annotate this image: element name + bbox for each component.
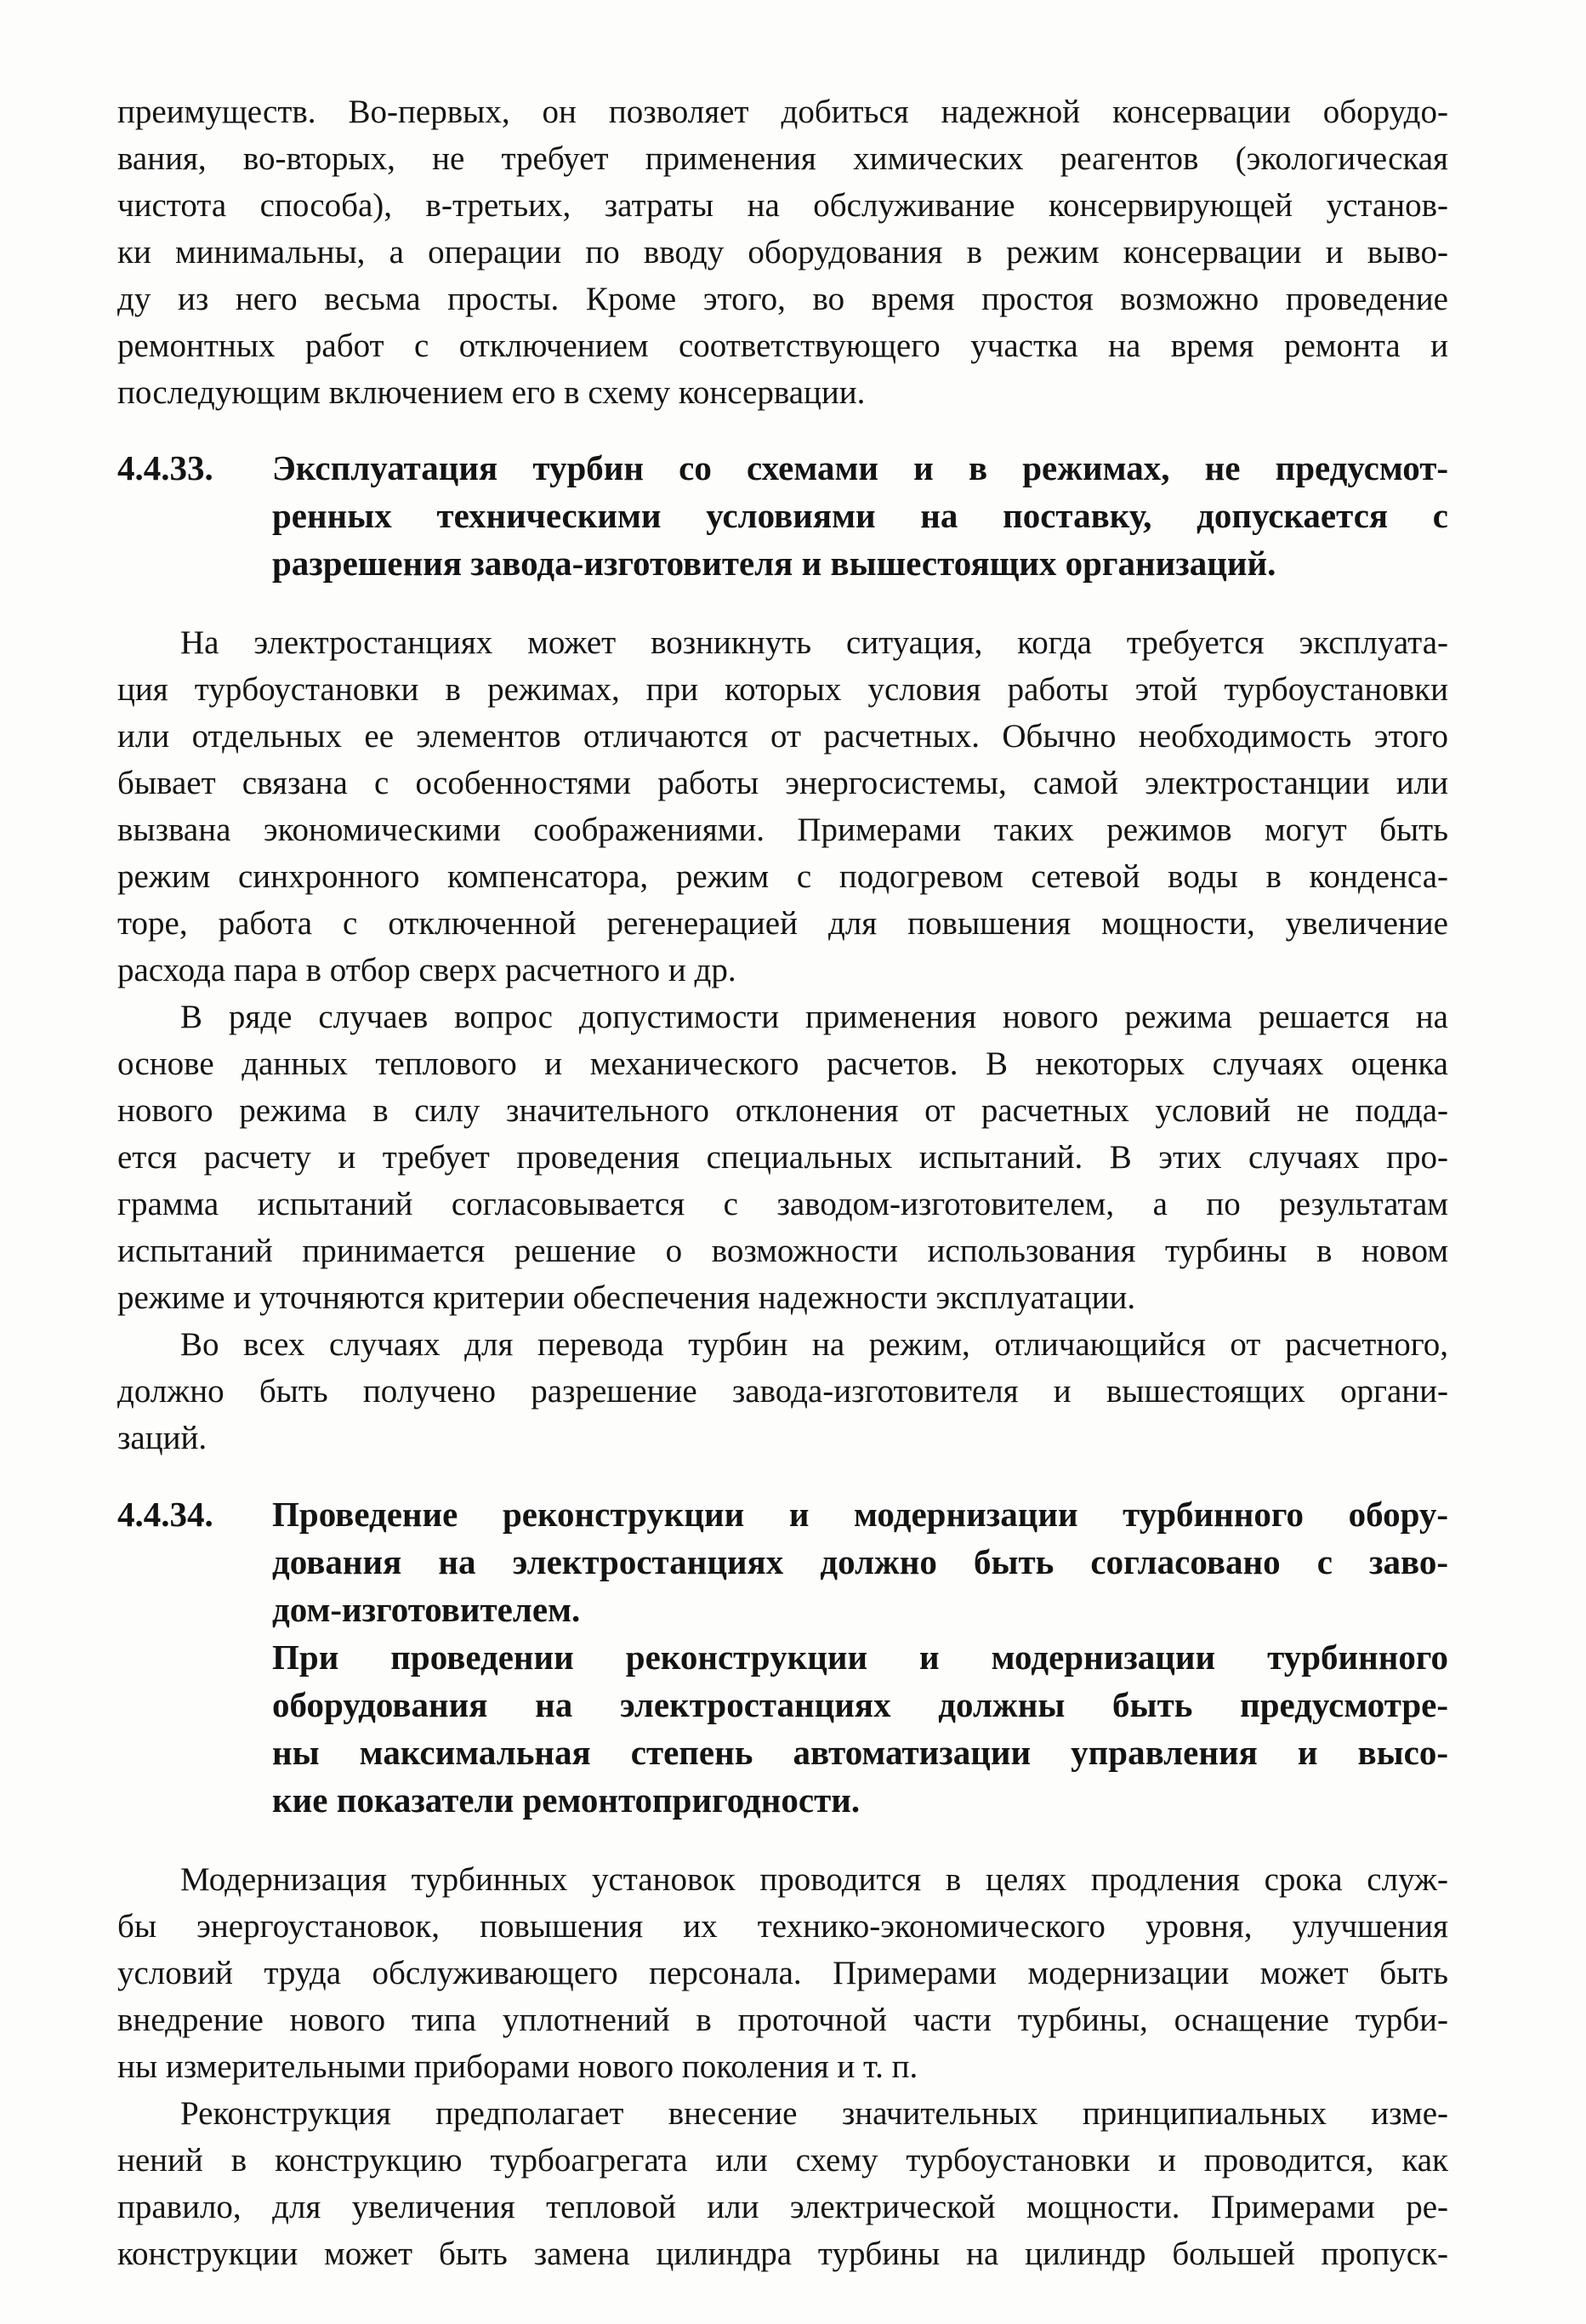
text-line: грамма испытаний согласовывается с заводом-изготовителем, а по результатам [117,1186,1448,1222]
text-line: Во всех случаях для перевода турбин на режим, отличающийся от расчетного, [180,1326,1448,1363]
text-line: ки минимальны, а операции по вводу оборудования в режим консервации и выво- [117,234,1448,271]
text-line: нового режима в силу значительного отклонения от расчетных условий не подда- [117,1092,1448,1129]
section-number: 4.4.34. [117,1495,213,1534]
text-line: На электростанциях может возникнуть ситуация, когда требуется эксплуата- [180,624,1448,661]
text-line: испытаний принимается решение о возможности использования турбины в новом [117,1233,1448,1269]
text-line: конструкции может быть замена цилиндра турбины на цилиндр большей пропуск- [117,2236,1448,2272]
text-line: ны измерительными приборами нового поколения и т. п. [117,2048,918,2085]
heading-line: разрешения завода-изготовителя и вышестоящих организаций. [272,544,1276,583]
heading-line: Проведение реконструкции и модернизации турбинного обору- [272,1495,1448,1534]
heading-line: оборудования на электростанциях должны быть предусмотре- [272,1685,1448,1724]
text-line: В ряде случаев вопрос допустимости применения нового режима решается на [180,999,1448,1035]
text-line: внедрение нового типа уплотнений в проточной части турбины, оснащение турби- [117,2002,1448,2038]
text-line: чистота способа), в-третьих, затраты на обслуживание консервирующей установ- [117,187,1448,224]
text-line: ремонтных работ с отключением соответствующего участка на время ремонта и [117,328,1448,364]
text-line: ется расчету и требует проведения специальных испытаний. В этих случаях про- [117,1139,1448,1176]
text-line: режим синхронного компенсатора, режим с подогревом сетевой воды в конденса- [117,858,1448,895]
heading-line: При проведении реконструкции и модернизации турбинного [272,1638,1448,1677]
text-line: или отдельных ее элементов отличаются от расчетных. Обычно необходимость этого [117,718,1448,755]
text-line: расхода пара в отбор сверх расчетного и др. [117,952,736,988]
text-line: Модернизация турбинных установок проводится в целях продления срока служ- [180,1861,1448,1898]
text-line: торе, работа с отключенной регенерацией для повышения мощности, увеличение [117,905,1448,942]
heading-line: Эксплуатация турбин со схемами и в режимах, не предусмот- [272,448,1448,487]
text-line: Реконструкция предполагает внесение значительных принципиальных изме- [180,2095,1448,2132]
text-line: ду из него весьма просты. Кроме этого, во время простоя возможно проведение [117,281,1448,317]
text-line: режиме и уточняются критерии обеспечения надежности эксплуатации. [117,1279,1136,1316]
text-line: последующим включением его в схему консервации. [117,374,866,411]
text-line: вания, во-вторых, не требует применения химических реагентов (экологическая [117,140,1448,177]
text-line: ция турбоустановки в режимах, при которых условия работы этой турбоустановки [117,671,1448,708]
heading-line: дования на электростанциях должно быть согласовано с заво- [272,1542,1448,1581]
text-line: основе данных теплового и механического расчетов. В некоторых случаях оценка [117,1045,1448,1082]
section-number: 4.4.33. [117,448,213,487]
text-line: вызвана экономическими соображениями. Примерами таких режимов могут быть [117,812,1448,848]
heading-line: кие показатели ремонтопригодности. [272,1780,861,1820]
heading-line: дом-изготовителем. [272,1590,581,1629]
text-line: заций. [117,1420,207,1456]
text-line: нений в конструкцию турбоагрегата или схему турбоустановки и проводится, как [117,2142,1448,2179]
text-line: должно быть получено разрешение завода-изготовителя и вышестоящих органи- [117,1373,1448,1410]
text-line: бывает связана с особенностями работы энергосистемы, самой электростанции или [117,765,1448,801]
text-line: условий труда обслуживающего персонала. Примерами модернизации может быть [117,1955,1448,1991]
heading-line: ны максимальная степень автоматизации управления и высо- [272,1733,1448,1772]
text-line: преимуществ. Во-первых, он позволяет добиться надежной консервации оборудо- [117,94,1448,130]
text-line: бы энергоустановок, повышения их технико-экономического уровня, улучшения [117,1908,1448,1945]
heading-line: ренных техническими условиями на поставку, допускается с [272,496,1448,535]
text-line: правило, для увеличения тепловой или электрической мощности. Примерами ре- [117,2189,1448,2225]
